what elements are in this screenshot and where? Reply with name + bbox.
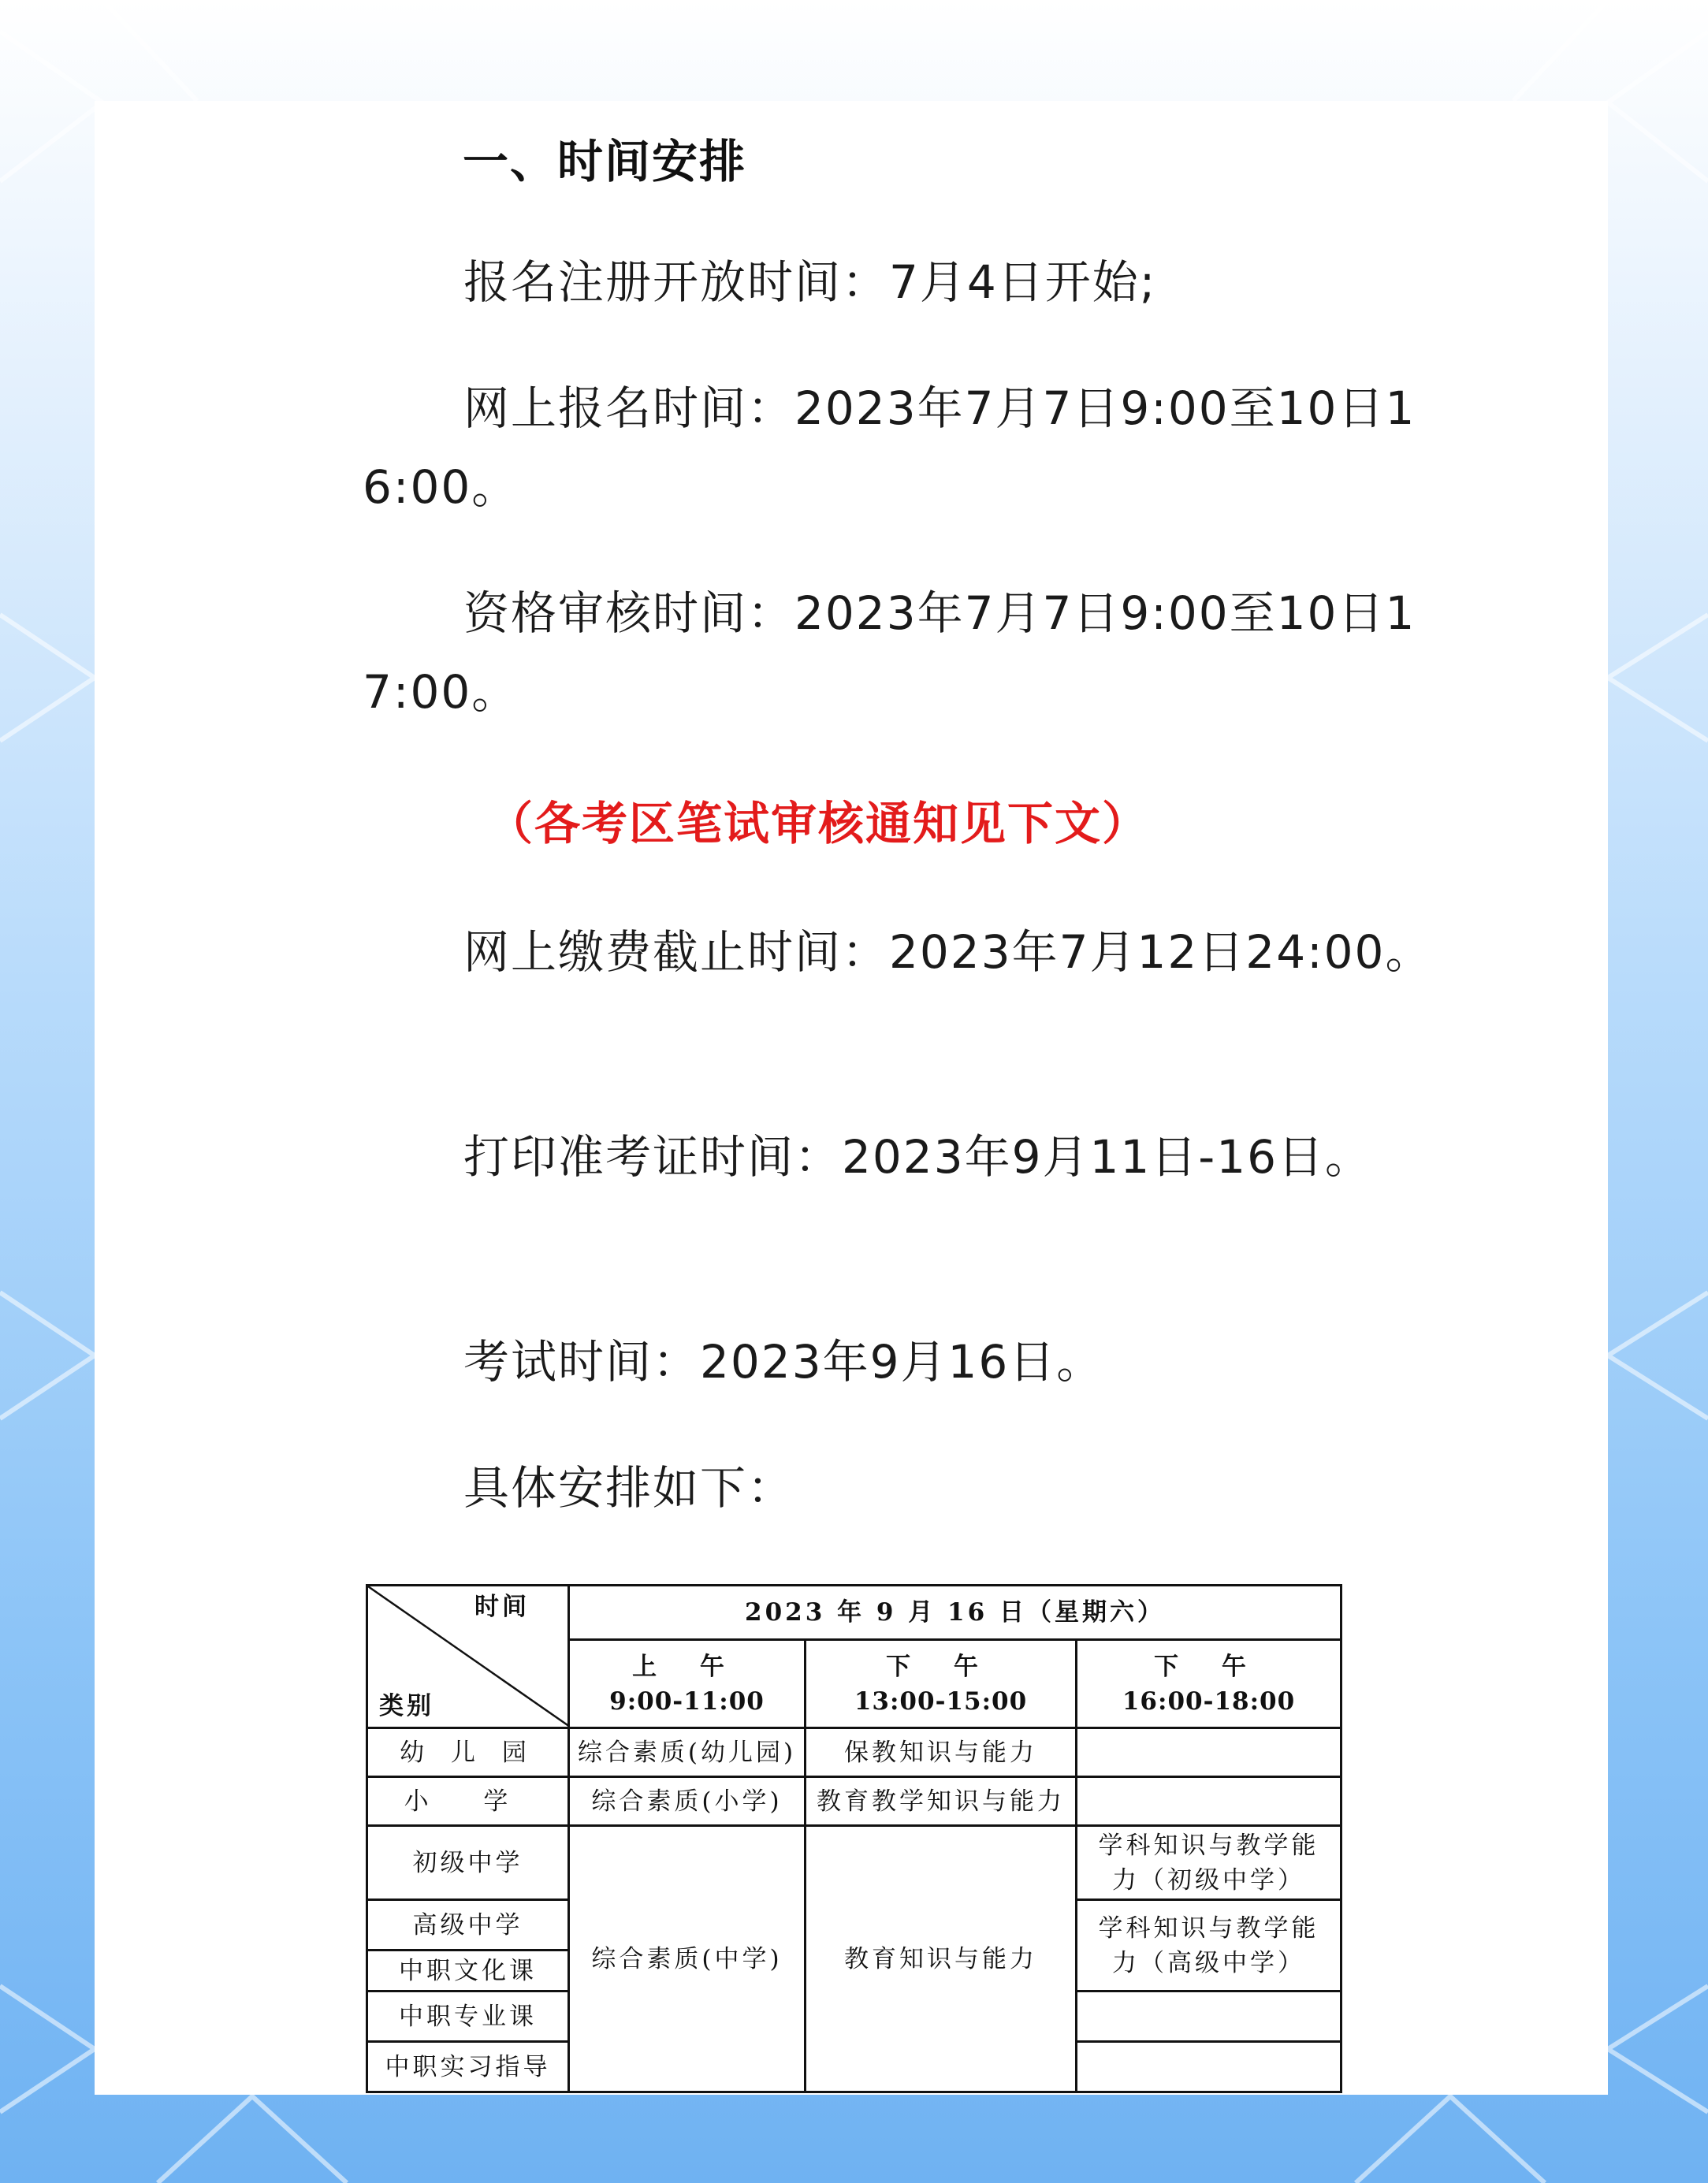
exam-schedule-table — [366, 1584, 1342, 2093]
vocational-practice-session-3 — [1077, 2042, 1341, 2092]
session-label-2: 下 午 — [886, 1652, 995, 1681]
junior-session-3: 学科知识与教学能力（初级中学） — [1077, 1826, 1341, 1900]
secondary-session-1: 综合素质(中学) — [569, 1826, 806, 2092]
online-signup-time: 网上报名时间：2023年7月7日9:00至10日16:00。 — [363, 381, 1416, 514]
vocational-major-session-3 — [1077, 1991, 1341, 2042]
primary-session-3 — [1077, 1777, 1341, 1826]
session-label-1: 上 午 — [632, 1652, 742, 1681]
document-page — [95, 101, 1608, 2095]
category-senior-high: 高级中学 — [367, 1900, 569, 1951]
corner-header-cell — [367, 1586, 569, 1728]
senior-session-3: 学科知识与教学能力（高级中学） — [1077, 1900, 1341, 1991]
kindergarten-session-2: 保教知识与能力 — [806, 1728, 1077, 1777]
category-junior-high: 初级中学 — [367, 1826, 569, 1900]
corner-category-label: 类别 — [379, 1692, 434, 1720]
kindergarten-session-1: 综合素质(幼儿园) — [569, 1728, 806, 1777]
session-time-2: 13:00-15:00 — [854, 1687, 1028, 1716]
category-vocational-practice: 中职实习指导 — [367, 2042, 569, 2092]
primary-session-1: 综合素质(小学) — [569, 1777, 806, 1826]
review-time: 资格审核时间：2023年7月7日9:00至10日17:00。 — [363, 586, 1416, 719]
category-kindergarten: 幼 儿 园 — [367, 1728, 569, 1777]
details-intro: 具体安排如下： — [463, 1461, 795, 1515]
secondary-session-2: 教育知识与能力 — [806, 1826, 1077, 2092]
corner-time-label: 时间 — [474, 1593, 530, 1621]
session-label-3: 下 午 — [1154, 1652, 1263, 1681]
date-header: 2023 年 9 月 16 日（星期六） — [569, 1586, 1341, 1640]
print-ticket-time: 打印准考证时间：2023年9月11日-16日。 — [463, 1130, 1373, 1184]
category-primary: 小 学 — [367, 1777, 569, 1826]
category-vocational-culture: 中职文化课 — [367, 1951, 569, 1991]
session-header-3 — [1077, 1640, 1341, 1728]
register-time: 报名注册开放时间：7月4日开始; — [463, 255, 1157, 309]
primary-session-2: 教育教学知识与能力 — [806, 1777, 1077, 1826]
session-time-3: 16:00-18:00 — [1122, 1687, 1296, 1716]
payment-deadline: 网上缴费截止时间：2023年7月12日24:00。 — [463, 925, 1433, 979]
session-header-1 — [569, 1640, 806, 1728]
section-heading: 一、时间安排 — [463, 135, 747, 188]
category-vocational-major: 中职专业课 — [367, 1991, 569, 2042]
session-time-1: 9:00-11:00 — [609, 1687, 765, 1716]
notice-text: （各考区笔试审核通知见下文） — [487, 797, 1150, 850]
session-header-2 — [806, 1640, 1077, 1728]
kindergarten-session-3 — [1077, 1728, 1341, 1777]
exam-time: 考试时间：2023年9月16日。 — [463, 1335, 1104, 1389]
